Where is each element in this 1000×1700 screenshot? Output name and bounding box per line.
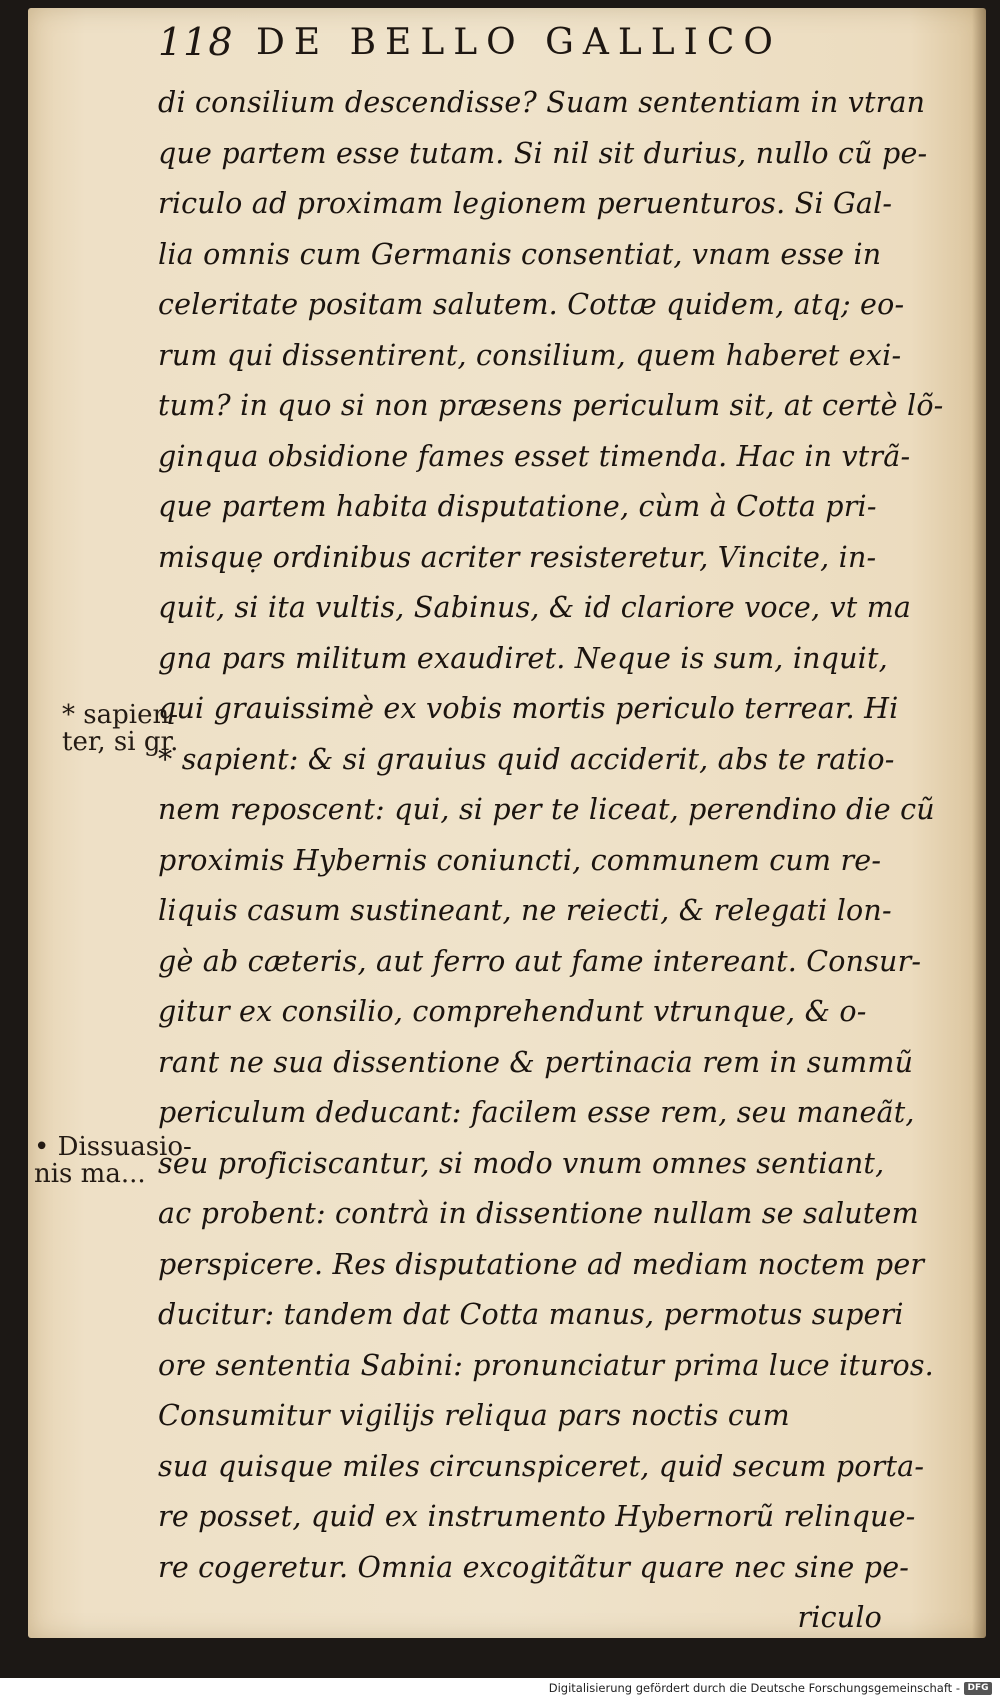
text-line: Consumitur vigilijs reliqua pars noctis cum [158, 1399, 790, 1432]
page-number: 118 [158, 20, 234, 64]
text-line: nem reposcent: qui, si per te liceat, perendino die cũ [158, 793, 935, 826]
running-title: DE BELLO GALLICO [256, 22, 782, 63]
text-line: qui grauissimè ex vobis mortis periculo terrear. Hi [158, 692, 899, 725]
page-gutter-shadow [972, 8, 986, 1638]
text-line: periculum deducant: facilem esse rem, seu maneãt, [158, 1096, 915, 1129]
catchword: riculo [797, 1601, 882, 1634]
text-line: quit, si ita vultis, Sabinus, & id clariore voce, vt ma [158, 591, 912, 624]
text-line: que partem habita disputatione, cùm à Cotta pri- [158, 490, 877, 523]
text-line: seu proficiscantur, si modo vnum omnes sentiant, [158, 1146, 885, 1180]
text-line: gè ab cæteris, aut ferro aut fame intereant. Consur- [158, 944, 922, 978]
running-head [158, 20, 798, 74]
text-line: gna pars militum exaudiret. Neque is sum, inquit, [158, 641, 888, 675]
funding-credit: Digitalisierung gefördert durch die Deutsche Forschungsgemeinschaft - [548, 1681, 960, 1695]
margin-note-line: ter, si gr. [62, 727, 179, 757]
margin-note-line: nis ma... [34, 1159, 146, 1189]
text-line: ore sententia Sabini: pronunciatur prima luce ituros. [158, 1348, 934, 1382]
text-line: ducitur: tandem dat Cotta manus, permotus superi [158, 1298, 904, 1331]
text-line: liquis casum sustineant, ne reiecti, & relegati lon- [158, 894, 892, 927]
text-line: rum qui dissentirent, consilium, quem haberet exi- [158, 338, 902, 372]
text-line: ac probent: contrà in dissentione nullam se salutem [158, 1197, 919, 1230]
text-line: re posset, quid ex instrumento Hybernorũ relinque- [158, 1500, 916, 1533]
text-line: lia omnis cum Germanis consentiat, vnam esse in [158, 237, 882, 271]
text-line: re cogeretur. Omnia excogitãtur quare nec sine pe- [158, 1550, 910, 1584]
text-line: celeritate positam salutem. Cottæ quidem, atq; eo- [158, 288, 905, 321]
footer-bar [0, 1678, 1000, 1700]
text-line: perspicere. Res disputatione ad mediam noctem per [158, 1247, 925, 1281]
text-line: * sapient: & si grauius quid acciderit, abs te ratio- [158, 742, 895, 776]
margin-note-sapienter [62, 702, 178, 756]
margin-note-line: * sapien- [62, 700, 178, 730]
text-line: misquẹ ordinibus acriter resisteretur, Vincite, in- [158, 540, 877, 574]
margin-note-dissuasionis [34, 1134, 192, 1188]
text-line: riculo ad proximam legionem peruenturos. Si Gal- [158, 187, 893, 220]
text-line: rant ne sua dissentione & pertinacia rem in summũ [158, 1045, 914, 1079]
text-line: tum? in quo si non præsens periculum sit, at certè lõ- [158, 389, 944, 422]
text-line: proximis Hybernis coniuncti, communem cum re- [158, 843, 882, 877]
main-text-block [158, 78, 948, 1644]
text-line: que partem esse tutam. Si nil sit durius, nullo cũ pe- [158, 136, 928, 170]
text-line: sua quisque miles circunspiceret, quid secum porta- [158, 1449, 925, 1483]
text-line: gitur ex consilio, comprehendunt vtrunque, & o- [158, 995, 867, 1028]
margin-note-line: • Dissuasio- [34, 1132, 192, 1162]
dfg-logo: DFG [964, 1682, 992, 1695]
text-line: ginqua obsidione fames esset timenda. Hac in vtrã- [158, 439, 911, 473]
text-line: di consilium descendisse? Suam sententiam in vtran [158, 86, 926, 119]
